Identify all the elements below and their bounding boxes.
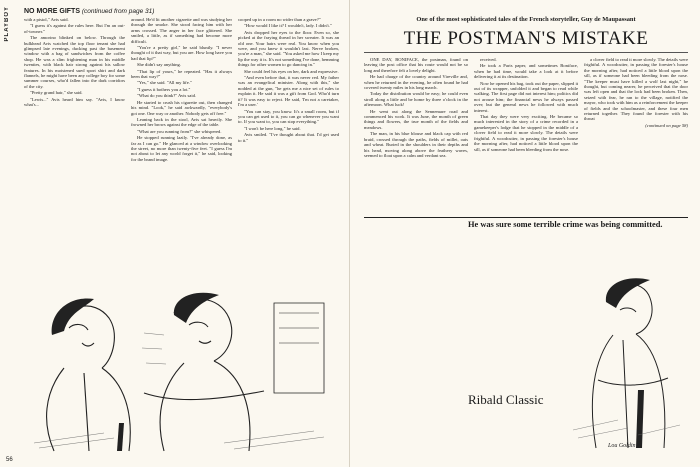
right-column-2 xyxy=(474,57,578,159)
paragraph: "I won't be here long," he said. xyxy=(244,125,301,131)
paragraph: Avis dropped her eyes to the floor. Even so, she picked at the fraying thread in her sweater. It was an old one. Your hairs were real. You know when you were, and you knew it wouldn't last. Nerve broken, you're a man," she said. "You asked me how I keep my lip the way it is. It's not something I've done, hemming things for other women to go dancing in." xyxy=(238,29,339,68)
right-columns xyxy=(364,57,688,159)
paragraph: "What do you think?" Avis said. xyxy=(137,93,197,99)
paragraph: received. xyxy=(480,57,497,62)
right-column-3 xyxy=(584,57,688,159)
paragraph: "Lewis..." Avis heard him say. "Avis, I know what's... xyxy=(24,96,125,108)
title-rule xyxy=(364,52,688,53)
left-column-1 xyxy=(24,17,125,163)
vertical-runner: PLAYBOY xyxy=(4,6,10,42)
paragraph: with a pistol," Avis said. xyxy=(24,17,69,22)
right-page xyxy=(350,0,700,467)
right-column-1 xyxy=(364,57,468,159)
pull-quote-rule xyxy=(364,217,688,218)
ink-sketch-figure xyxy=(568,270,686,450)
paragraph: "What are you running from?" she whispered. xyxy=(137,128,222,134)
paragraph: He took a Paris paper, and sometimes Boniface, when he had time, would take a look at it before delivering it at its destination. xyxy=(474,63,578,80)
paragraph: "And even before that, it was never red. My father was an evangelical minister. Along with this," she nodded at the gun, "he gets me a nice set of rules to explain it. He said it was a gift from God. Who'd turn it? It was easy to reject. He said, 'I'm not a caretaker, I'm a user.' xyxy=(238,75,339,108)
paragraph: ONE DAY, BONIFACE, the postman, found on leaving the post office that his route would not be so long and therefore felt a lovely delight. xyxy=(364,57,468,73)
left-column-2 xyxy=(131,17,232,163)
series-label: Ribald Classic xyxy=(468,392,544,407)
paragraph: The man, in his blue blouse and black cap with red braid, crossed through the paths, fields of millet, oats and wheat. Buried in the shoulders in their depths and his head, moving along above the feathery waves, seemed to float upon a calm and verdant sea. xyxy=(364,131,468,158)
paragraph: "You can stay, you know. It's a small room, but if you can get used to it, you can go whenever you want to. If you want to, you can stop everything." xyxy=(238,108,339,125)
paragraph: Today the distribution would be easy; he could even stroll along a little and be home by three o'clock in the afternoon. What luck! xyxy=(364,91,468,108)
ink-illustration-couple xyxy=(24,273,340,453)
continued-from: (continued from page 31) xyxy=(81,8,155,15)
paragraph: around. He'd lit another cigarette and was studying her through the smoke. She stood facing him with her arms crossed. The anger in her face glittered. She smiled, a little, as if something had become more difficult. xyxy=(131,17,232,44)
paragraph: "I guess it's against the rules here. But I'm an out-of-towner." xyxy=(24,23,125,34)
paragraph: He stopped running lazily. "I've already done, as far as I can go." He glanced at a window overlooking the street, no more than twenty-five feet. "I guess I'm not about to let any world forget it," he said, looking for the brand image. xyxy=(131,135,232,162)
paragraph: Leaning back in the stool, Avis sat heavily. She frowned her brows against the edge of the table. xyxy=(131,116,232,128)
continuation-header xyxy=(24,8,339,15)
paragraph: cooped up in a room no wider than a grave?" xyxy=(238,17,321,22)
paragraph: She could feel his eyes on her, dark and expressive. xyxy=(244,68,339,74)
paragraph: The amorino blinked on below. Through the bulkhead Avis watched the top floor tenant she had glimpsed late evenings, ducking past the basement window with a bag of sandwiches from the coffee shop. He was a slim frightening man in his middle twenties, with black hair strong against his sallow features. In his moistened sued sport shirt and dark flannels, he might have been any college boy for some summer courses, who'd fallen into the dark corridors of the city. xyxy=(24,35,125,89)
paragraph: That day they were very exciting. He became so much interested in the story of a crime recorded in a gamekeeper's lodge that he stopped in the middle of a clover field to read it more slowly. The details were frightful. A woodcutter, in passing the forester's house the morning after, had noticed a little blood upon the sill, as if someone had been bleeding from the nose. xyxy=(474,114,578,152)
paragraph: She didn't say anything. xyxy=(137,62,181,68)
paragraph: He had charge of the country around Vireville and, when he returned in the evening, he often found he had covered twenty miles in his long march. xyxy=(364,74,468,91)
paragraph: He went out along the Sennemare road and commenced his work. It was June, the month of green things and flowers, the true month of the fields and meadows. xyxy=(364,108,468,130)
story-title: NO MORE GIFTS xyxy=(24,8,80,15)
page-number-left: 56 xyxy=(6,457,13,463)
paragraph: "That lip of yours," he repeated. "Has it always been that way?" xyxy=(131,68,232,80)
left-columns xyxy=(24,17,339,163)
artist-signature: Lou Goldin xyxy=(608,443,636,449)
paragraph: "I guess it bothers you a lot." xyxy=(137,86,191,92)
paragraph: "Pretty grand hair," she said. xyxy=(30,90,83,96)
story-title-main: THE POSTMAN'S MISTAKE xyxy=(403,28,649,49)
paragraph: "You're a pretty girl," he said bluntly. "I never thought of it that way, but you are. How long have you had that lip?" xyxy=(131,45,232,61)
left-column-3 xyxy=(238,17,339,163)
paragraph: Now he opened his bag, took out the paper, slipped it out of its wrapper, unfolded it and began to read while walking. The first page did not interest him; politics did not arouse him; the financial news he always passed over; but the general news he followed with much interest. xyxy=(474,80,578,113)
paragraph: Avis smiled. "I've thought about that. I'd get used to it." xyxy=(238,132,339,143)
pull-quote: He was sure some terrible crime was being committed. xyxy=(468,220,663,229)
paragraph: a clover field to read it more slowly. The details were frightful. A woodcutter, in passing the forester's house the morning after, had noticed a little blood upon the sill, as if someone had been bleeding from the nose. "The keeper must have killed a wolf last night," he thought, but coming nearer, he perceived that the door was left open and that the lock had been broken. Then, seized with fear, he ran to the village, notified the mayor, who took with him as a reinforcement the keeper of fields and the schoolmaster, and these four men returned together. They found the forester with his throat xyxy=(584,57,688,122)
paragraph: He started to crush his cigarette out, then changed his mind. "Look," he said awkwardly, "everybody's got one. One way or another. Nobody gets off free." xyxy=(131,99,232,116)
continued-on: (continued on page 58) xyxy=(645,122,688,128)
story-subtitle: One of the most sophisticated tales of the French storyteller, Guy de Maupassant xyxy=(416,16,636,23)
paragraph: "Yes," she said. "All my life." xyxy=(137,80,192,86)
paragraph: "How would I like it? I wouldn't, lady. I didn't." xyxy=(244,23,332,29)
